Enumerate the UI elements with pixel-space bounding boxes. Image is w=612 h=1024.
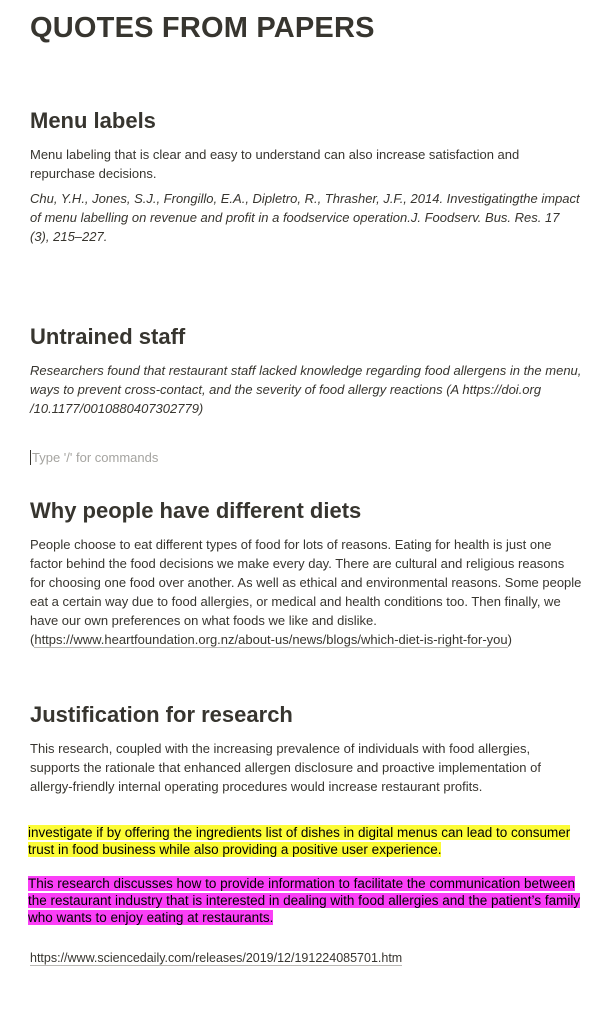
sciencedaily-link[interactable]: https://www.sciencedaily.com/releases/2019/12/191224085701.htm bbox=[30, 951, 403, 965]
yellow-highlighted-text: investigate if by offering the ingredients list of dishes in digital menus can lead to consumer trust in food business while also providing a positive user experience. bbox=[28, 825, 571, 857]
diets-text[interactable] bbox=[30, 535, 582, 649]
sciencedaily-url-block[interactable] bbox=[30, 949, 402, 967]
highlight-yellow-block[interactable] bbox=[28, 824, 588, 858]
untrained-staff-quote[interactable]: Researchers found that restaurant staff lacked knowledge regarding food allergens in the menu, ways to prevent cross-contact, and the severity of food allergy reactions (A https://doi.org /10.1177/0010880407302779) bbox=[30, 363, 582, 416]
heading-different-diets[interactable]: Why people have different diets bbox=[30, 498, 362, 523]
heading-menu-labels[interactable]: Menu labels bbox=[30, 108, 156, 133]
highlight-magenta-block[interactable] bbox=[28, 875, 588, 926]
command-placeholder: Type '/' for commands bbox=[32, 450, 159, 465]
justification-text[interactable]: This research, coupled with the increasing prevalence of individuals with food allergies, supports the rationale that enhanced allergen disclosure and proactive implementation of allergy-friendly internal operating procedures would increase restaurant profits. bbox=[30, 741, 541, 794]
heading-justification[interactable]: Justification for research bbox=[30, 702, 293, 727]
menu-labels-text[interactable]: Menu labeling that is clear and easy to understand can also increase satisfaction and repurchase decisions. bbox=[30, 147, 520, 181]
empty-text-block[interactable] bbox=[30, 448, 158, 467]
diets-link-close: ) bbox=[507, 632, 512, 647]
diets-link-open: ( bbox=[30, 632, 35, 647]
page-title[interactable]: QUOTES FROM PAPERS bbox=[30, 12, 375, 44]
text-cursor bbox=[30, 450, 31, 465]
heartfoundation-link[interactable]: https://www.heartfoundation.org.nz/about-us/news/blogs/which-diet-is-right-for-you bbox=[34, 632, 508, 647]
menu-labels-citation[interactable]: Chu, Y.H., Jones, S.J., Frongillo, E.A., Dipletro, R., Thrasher, J.F., 2014. Investigatingthe impact of menu labelling on revenue and profit in a foodservice operation.J. Foodserv. Bus. Res. 17 (3), 215–227. bbox=[30, 191, 580, 244]
diets-body: People choose to eat different types of food for lots of reasons. Eating for health is just one factor behind the food decisions we make every day. There are cultural and religious reasons for choosing one food over another. As well as ethical and environmental reasons. Some people eat a certain way due to food allergies, or medical and health conditions too. Then finally, we have our own preferences on what foods we like and dislike. bbox=[30, 537, 582, 628]
magenta-highlighted-text: This research discusses how to provide information to facilitate the communication between the restaurant industry that is interested in dealing with food allergies and the patient’s family who wants to enjoy eating at restaurants. bbox=[28, 876, 581, 925]
heading-untrained-staff[interactable]: Untrained staff bbox=[30, 324, 186, 349]
